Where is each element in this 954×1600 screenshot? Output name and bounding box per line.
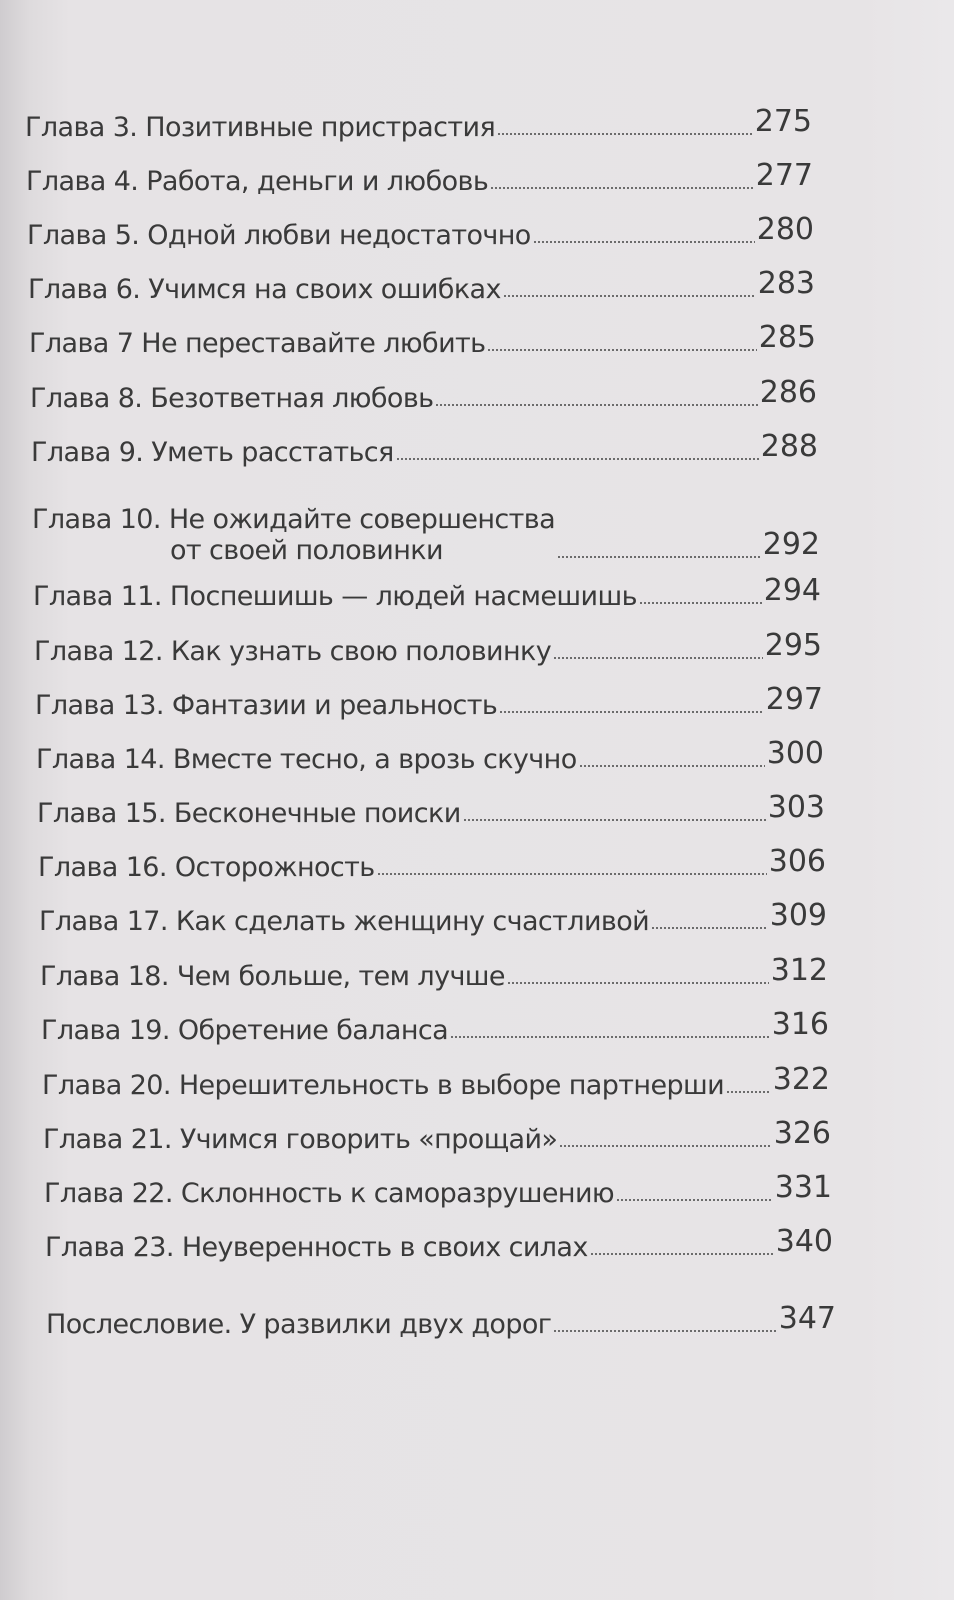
toc-entry (30, 374, 817, 414)
toc-entry (31, 428, 818, 468)
toc-entry (29, 319, 816, 359)
dot-leader (726, 1091, 771, 1093)
toc-entry (25, 103, 812, 143)
toc-entry-title: Глава 22. Склонность к саморазрушению (44, 1178, 615, 1209)
dot-leader (553, 1330, 776, 1332)
dot-leader (487, 349, 756, 351)
toc-entry (45, 1223, 833, 1263)
toc-entry-page-number: 312 (770, 953, 828, 988)
dot-leader (396, 458, 759, 460)
toc-entry-page-number: 303 (767, 790, 825, 825)
toc-entry-page-number: 309 (769, 898, 827, 933)
toc-entry-title: Глава 6. Учимся на своих ошибках (28, 274, 501, 305)
toc-entry (32, 494, 820, 566)
toc-entry (28, 265, 815, 305)
dot-leader (559, 1145, 771, 1147)
toc-entry (38, 843, 826, 883)
toc-entry (43, 1115, 831, 1155)
toc-entry-title: Глава 14. Вместе тесно, а врозь скучно (36, 744, 577, 775)
toc-entry-page-number: 347 (778, 1301, 836, 1336)
dot-leader (590, 1253, 774, 1255)
dot-leader (616, 1199, 773, 1201)
toc-entry (41, 1006, 829, 1046)
toc-entry-page-number: 277 (755, 158, 813, 193)
dot-leader (450, 1036, 770, 1038)
toc-entry (44, 1169, 832, 1209)
toc-entry (26, 157, 813, 197)
toc-entry-page-number: 306 (768, 844, 826, 879)
toc-entry-title: Глава 20. Нерешительность в выборе партнерши (42, 1070, 725, 1101)
dot-leader (557, 556, 761, 558)
dot-leader (503, 295, 756, 297)
toc-entry-page-number: 288 (760, 429, 818, 464)
toc-entry (35, 681, 823, 721)
toc-entry-title-block (32, 504, 555, 566)
toc-entry-title: Глава 4. Работа, деньги и любовь (26, 166, 489, 197)
toc-entry-title: Глава 13. Фантазии и реальность (35, 690, 498, 721)
toc-entry-page-number: 294 (763, 573, 821, 608)
toc-entry-page-number: 275 (754, 104, 812, 139)
toc-entry (40, 952, 828, 992)
dot-leader (639, 602, 762, 604)
toc-entry-title: Глава 10. Не ожидайте совершенства (32, 504, 556, 535)
dot-leader (377, 873, 767, 875)
toc-entry-page-number: 295 (764, 628, 822, 663)
toc-entry-page-number: 283 (757, 266, 815, 301)
toc-entry-page-number: 331 (774, 1170, 832, 1205)
dot-leader (463, 819, 766, 821)
toc-entry-page-number: 292 (762, 527, 820, 562)
toc-entry-title: Глава 3. Позитивные пристрастия (25, 112, 496, 143)
dot-leader (499, 711, 764, 713)
toc-entry-title: Глава 16. Осторожность (38, 852, 375, 883)
toc-entry-title: Глава 23. Неуверенность в своих силах (45, 1232, 588, 1263)
toc-entry (33, 572, 821, 612)
toc-entry-page-number: 286 (759, 375, 817, 410)
toc-entry-page-number: 297 (765, 682, 823, 717)
toc-entry-title: Глава 15. Бесконечные поиски (37, 798, 461, 829)
dot-leader (553, 657, 763, 659)
toc-entry-page-number: 285 (758, 320, 816, 355)
toc-entry (39, 897, 827, 937)
toc-entry-title-continued: от своей половинки (170, 535, 443, 566)
toc-entry-title: Глава 5. Одной любви недостаточно (27, 220, 531, 251)
dot-leader (490, 187, 754, 189)
toc-entry-page-number: 322 (772, 1062, 830, 1097)
toc-entry-afterword (46, 1300, 836, 1340)
dot-leader (533, 241, 755, 243)
toc-entry-title: Глава 17. Как сделать женщину счастливой (39, 906, 650, 937)
toc-entry-title: Глава 19. Обретение баланса (41, 1015, 449, 1046)
toc-entry (27, 211, 814, 251)
toc-entry-page-number: 280 (756, 212, 814, 247)
toc-entry-title: Глава 8. Безответная любовь (30, 383, 434, 414)
toc-entry-title: Глава 12. Как узнать свою половинку (34, 636, 552, 667)
toc-entry-title: Глава 11. Поспешишь — людей насмешишь (33, 581, 637, 612)
dot-leader (651, 927, 768, 929)
dot-leader (497, 133, 753, 135)
dot-leader (507, 982, 769, 984)
toc-entry-title: Глава 7 Не переставайте любить (29, 328, 486, 359)
toc-entry-title: Глава 21. Учимся говорить «прощай» (43, 1124, 558, 1155)
toc-entry (42, 1061, 830, 1101)
toc-entry-title: Послесловие. У развилки двух дорог (46, 1309, 552, 1340)
toc-entry-page-number: 300 (766, 736, 824, 771)
toc-entry (36, 735, 824, 775)
dot-leader (435, 404, 757, 406)
toc-entry (34, 627, 822, 667)
toc-entry-title: Глава 9. Уметь расстаться (31, 437, 394, 468)
toc-entry-page-number: 316 (771, 1007, 829, 1042)
toc-entry (37, 789, 825, 829)
toc-entry-page-number: 326 (773, 1116, 831, 1151)
toc-entry-title: Глава 18. Чем больше, тем лучше (40, 961, 505, 992)
toc-entry-page-number: 340 (775, 1224, 833, 1259)
dot-leader (579, 765, 765, 767)
